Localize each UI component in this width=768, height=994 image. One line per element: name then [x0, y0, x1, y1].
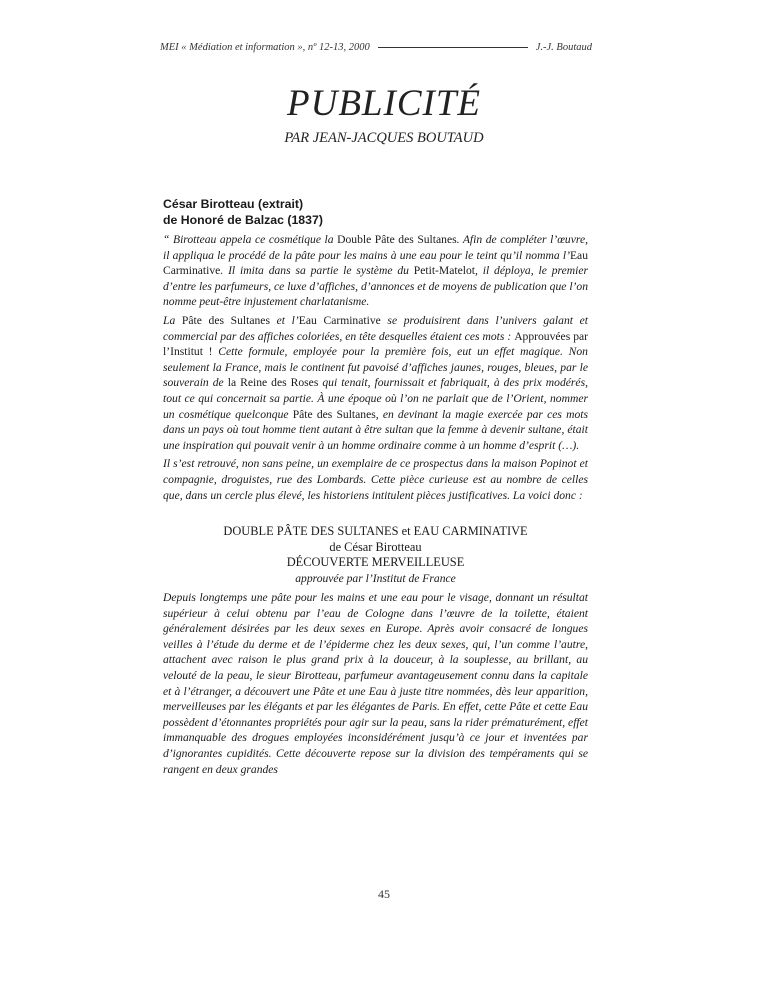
text-run: Eau Carminative	[163, 248, 588, 278]
source-subtitle: de Honoré de Balzac (1837)	[163, 213, 323, 227]
text-run: qui tenait, fournissait et fabriquait, à des prix modérés, tout ce qui concernait sa partie. À une époque où l’on ne parlait que de l’Orient, nommer un cosmétique quelconque	[163, 376, 588, 421]
text-run: Petit-Matelot	[413, 264, 475, 278]
page-author: PAR JEAN-JACQUES BOUTAUD	[284, 130, 484, 146]
text-run: Approuvées par l’Institut !	[163, 329, 588, 359]
text-run: . Afin de compléter l’œuvre, il appliqua le procédé de la pâte pour les mains à une eau pour le teint qu’il nomma l’	[163, 233, 588, 262]
text-run: Pâte des Sultanes	[292, 407, 376, 421]
text-run: . Il imita dans sa partie le système du	[220, 264, 414, 278]
paragraph	[163, 232, 588, 310]
text-run: et l’	[269, 313, 299, 327]
text-run: Pâte des Sultanes	[181, 313, 270, 327]
running-header	[160, 42, 592, 53]
text-run: Eau Carminative	[298, 313, 381, 327]
paragraph	[163, 313, 588, 453]
text-run: Double Pâte des Sultanes	[337, 233, 457, 246]
text-run: , en devinant la magie exercée par ces mots dans un pays où tout homme tient autant à être sultan que la femme à devenir sultane, était une inspiration qui pouvait venir à un homme ordinaire comme à un homme d’esprit (…).	[163, 407, 588, 452]
text-run: Depuis longtemps une pâte pour les mains et une eau pour le visage, donnant un résultat supérieur à celui obtenu par l’eau de Cologne dans l’œuvre de la toilette, étaient généralement désirées par les deux sexes en Europe. Après avoir consacré de longues veilles à l’étude du derme et de l’épiderme chez les deux sexes, qui, l’un comme l’autre, attachent avec raison le plus grand prix à la douceur, à la souplesse, au brillant, au velouté de la peau, le sieur Birotteau, parfumeur avantageusement connu dans la capitale et à l’étranger, a découvert une Pâte et une Eau à juste titre nommées, dès leur apparition, merveilleuses par les élégants et par les élégantes de Paris. En effet, cette Pâte et cette Eau possèdent d’étonnantes propriétés pour agir sur la peau, sans la rider prématurément, effet immanquable des drogues employées inconsidérément jusqu’à ce jour et inventées par d’ignorantes cupidités. Cette découverte repose sur la division des tempéraments qui se rangent en deux grandes	[163, 591, 588, 776]
text-run: se produisirent dans l’univers galant et commercial par des affiches coloriées, en tête desquelles étaient ces mots :	[163, 313, 589, 343]
ad-conjunction: et	[398, 524, 414, 539]
advertisement-body	[163, 590, 588, 777]
text-run: , il déploya, le premier d’entre les parfumeurs, ce luxe d’affiches, d’annonces et de moyens de publication que l’on nomme peut-être injustement charlatanisme.	[163, 264, 588, 309]
advertisement-heading	[163, 524, 588, 586]
excerpt-paragraphs	[163, 232, 588, 503]
ad-product-2: EAU CARMINATIVE	[413, 524, 528, 539]
ad-maker: de César Birotteau	[329, 539, 422, 554]
source-title: César Birotteau (extrait)	[163, 197, 304, 211]
header-journal: MEI « Médiation et information », nº 12-13, 2000	[160, 42, 370, 53]
header-rule	[378, 47, 528, 48]
text-run: La	[163, 313, 182, 327]
page-title: PUBLICITÉ	[287, 83, 481, 124]
text-run: “ Birotteau appela ce cosmétique la	[163, 233, 338, 246]
text-run: la Reine des Roses	[227, 376, 319, 390]
ad-approval: approuvée par l’Institut de France	[295, 571, 456, 585]
text-run: Cette formule, employée pour la première fois, eut un effet magique. Non seulement la France, mais le continent fut pavoisé d’affiches jaunes, rouges, bleues, par le souverain de	[163, 345, 588, 390]
header-author: J.-J. Boutaud	[535, 42, 592, 53]
text-run: Il s’est retrouvé, non sans peine, un exemplaire de ce prospectus dans la maison Popinot et compagnie, droguistes, rue des Lombards. Cette pièce curieuse est au nombre de celles que, dans un cercle plus élevé, les historiens intitulent pièces justificatives. La voici donc :	[163, 457, 588, 502]
article-content	[163, 196, 588, 779]
page-number: 45	[378, 887, 390, 901]
ad-headline: DÉCOUVERTE MERVEILLEUSE	[286, 555, 465, 570]
ad-product-1: DOUBLE PÂTE DES SULTANES	[223, 524, 399, 539]
paragraph	[163, 456, 588, 503]
ad-product-line	[163, 524, 588, 540]
paragraph	[163, 590, 588, 777]
